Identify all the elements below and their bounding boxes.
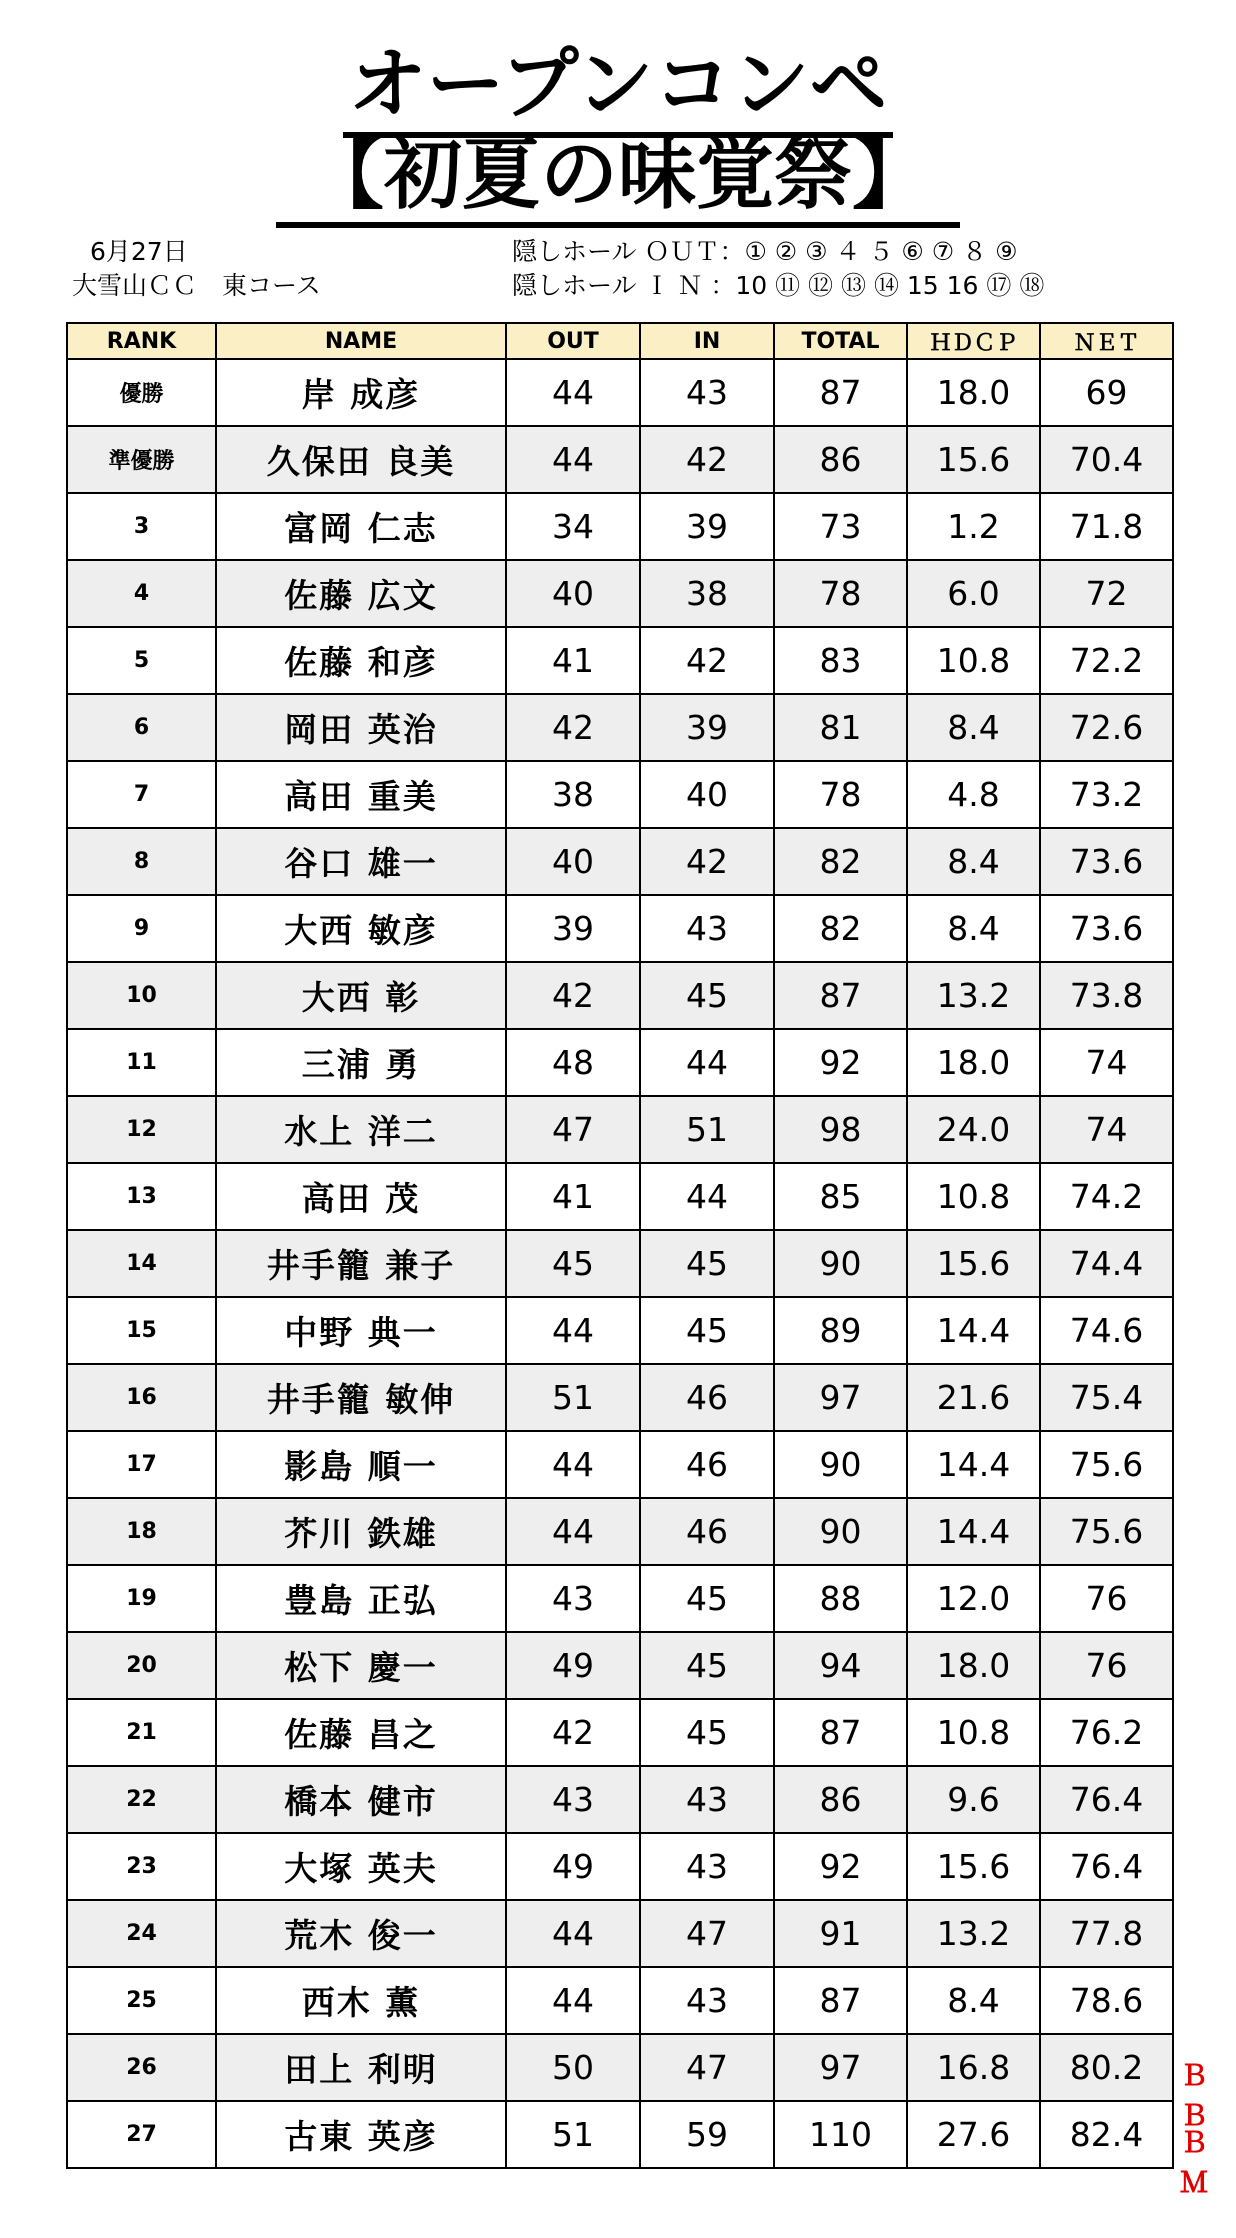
cell-net: 82.4 [1040, 2101, 1173, 2168]
cell-in: 42 [640, 627, 774, 694]
cell-hdcp: 14.4 [907, 1431, 1040, 1498]
cell-name: 中野 典一 [216, 1297, 506, 1364]
header-out: OUT [506, 323, 640, 359]
table-row [67, 1364, 1173, 1431]
mark-bm: ＢＭ [1180, 2126, 1215, 2199]
cell-hdcp: 12.0 [907, 1565, 1040, 1632]
cell-out: 45 [506, 1230, 640, 1297]
hidden-holes-in: 隠しホール Ｉ Ｎ ：10 ⑪ ⑫ ⑬ ⑭ 15 16 ⑰ ⑱ [512, 271, 1045, 300]
cell-hdcp: 9.6 [907, 1766, 1040, 1833]
cell-hdcp: 15.6 [907, 1833, 1040, 1900]
table-row [67, 828, 1173, 895]
results-table [66, 322, 1174, 2169]
cell-in: 45 [640, 1230, 774, 1297]
table-row [67, 694, 1173, 761]
cell-out: 41 [506, 1163, 640, 1230]
cell-net: 76 [1040, 1565, 1173, 1632]
cell-in: 47 [640, 1900, 774, 1967]
cell-in: 40 [640, 761, 774, 828]
cell-out: 44 [506, 1498, 640, 1565]
cell-out: 49 [506, 1632, 640, 1699]
cell-hdcp: 18.0 [907, 1632, 1040, 1699]
cell-rank: 25 [67, 1967, 216, 2034]
cell-hdcp: 13.2 [907, 1900, 1040, 1967]
cell-in: 42 [640, 828, 774, 895]
cell-hdcp: 10.8 [907, 1163, 1040, 1230]
cell-rank: 10 [67, 962, 216, 1029]
cell-in: 45 [640, 1699, 774, 1766]
cell-rank: 14 [67, 1230, 216, 1297]
cell-out: 50 [506, 2034, 640, 2101]
table-row [67, 761, 1173, 828]
header-total: TOTAL [774, 323, 907, 359]
cell-name: 大西 彰 [216, 962, 506, 1029]
cell-out: 43 [506, 1766, 640, 1833]
cell-name: 岡田 英治 [216, 694, 506, 761]
table-row [67, 493, 1173, 560]
cell-out: 38 [506, 761, 640, 828]
cell-hdcp: 24.0 [907, 1096, 1040, 1163]
cell-in: 44 [640, 1029, 774, 1096]
cell-total: 97 [774, 1364, 907, 1431]
cell-total: 92 [774, 1833, 907, 1900]
cell-net: 72 [1040, 560, 1173, 627]
cell-in: 43 [640, 1766, 774, 1833]
cell-net: 74 [1040, 1029, 1173, 1096]
cell-total: 94 [774, 1632, 907, 1699]
header-rank: RANK [67, 323, 216, 359]
table-row [67, 1230, 1173, 1297]
cell-net: 76.2 [1040, 1699, 1173, 1766]
cell-name: 井手籠 敏伸 [216, 1364, 506, 1431]
cell-total: 89 [774, 1297, 907, 1364]
cell-name: 佐藤 和彦 [216, 627, 506, 694]
table-header-row [67, 323, 1173, 359]
cell-net: 75.6 [1040, 1498, 1173, 1565]
cell-out: 44 [506, 1967, 640, 2034]
table-row [67, 2101, 1173, 2168]
cell-rank: 4 [67, 560, 216, 627]
cell-name: 古東 英彦 [216, 2101, 506, 2168]
table-row [67, 1833, 1173, 1900]
cell-hdcp: 8.4 [907, 1967, 1040, 2034]
header-net: ＮＥＴ [1040, 323, 1173, 359]
cell-total: 87 [774, 359, 907, 426]
cell-rank: 11 [67, 1029, 216, 1096]
table-row [67, 359, 1173, 426]
cell-total: 83 [774, 627, 907, 694]
cell-name: 大塚 英夫 [216, 1833, 506, 1900]
table-row [67, 627, 1173, 694]
cell-rank: 13 [67, 1163, 216, 1230]
cell-out: 44 [506, 359, 640, 426]
cell-hdcp: 15.6 [907, 426, 1040, 493]
table-row [67, 2034, 1173, 2101]
cell-total: 87 [774, 962, 907, 1029]
table-row [67, 426, 1173, 493]
cell-in: 46 [640, 1431, 774, 1498]
cell-in: 44 [640, 1163, 774, 1230]
cell-in: 43 [640, 1967, 774, 2034]
event-date: 6月27日 [90, 237, 188, 266]
cell-rank: 7 [67, 761, 216, 828]
cell-out: 51 [506, 2101, 640, 2168]
cell-in: 47 [640, 2034, 774, 2101]
cell-out: 47 [506, 1096, 640, 1163]
table-row [67, 895, 1173, 962]
cell-hdcp: 6.0 [907, 560, 1040, 627]
cell-in: 46 [640, 1498, 774, 1565]
title-line-2: 【初夏の味覚祭】 [0, 130, 1236, 228]
cell-net: 76.4 [1040, 1833, 1173, 1900]
cell-net: 75.6 [1040, 1431, 1173, 1498]
cell-net: 74.6 [1040, 1297, 1173, 1364]
cell-name: 久保田 良美 [216, 426, 506, 493]
cell-hdcp: 8.4 [907, 694, 1040, 761]
cell-out: 51 [506, 1364, 640, 1431]
cell-out: 42 [506, 1699, 640, 1766]
cell-name: 影島 順一 [216, 1431, 506, 1498]
cell-total: 81 [774, 694, 907, 761]
cell-rank: 17 [67, 1431, 216, 1498]
cell-in: 42 [640, 426, 774, 493]
cell-in: 45 [640, 1297, 774, 1364]
cell-hdcp: 8.4 [907, 895, 1040, 962]
cell-hdcp: 16.8 [907, 2034, 1040, 2101]
cell-net: 78.6 [1040, 1967, 1173, 2034]
cell-net: 80.2 [1040, 2034, 1173, 2101]
cell-net: 77.8 [1040, 1900, 1173, 1967]
cell-net: 70.4 [1040, 426, 1173, 493]
cell-net: 73.8 [1040, 962, 1173, 1029]
header-hdcp: ＨＤＣＰ [907, 323, 1040, 359]
cell-total: 90 [774, 1230, 907, 1297]
cell-rank: 3 [67, 493, 216, 560]
cell-total: 98 [774, 1096, 907, 1163]
cell-out: 44 [506, 1431, 640, 1498]
course-name: 大雪山ＣＣ 東コース [72, 271, 321, 300]
cell-net: 69 [1040, 359, 1173, 426]
cell-in: 45 [640, 1632, 774, 1699]
cell-in: 46 [640, 1364, 774, 1431]
cell-in: 43 [640, 1833, 774, 1900]
cell-rank: 5 [67, 627, 216, 694]
table-row [67, 1297, 1173, 1364]
cell-in: 43 [640, 895, 774, 962]
cell-name: 橋本 健市 [216, 1766, 506, 1833]
cell-net: 72.2 [1040, 627, 1173, 694]
cell-name: 水上 洋二 [216, 1096, 506, 1163]
cell-hdcp: 27.6 [907, 2101, 1040, 2168]
cell-in: 43 [640, 359, 774, 426]
cell-rank: 24 [67, 1900, 216, 1967]
table-row [67, 962, 1173, 1029]
cell-total: 97 [774, 2034, 907, 2101]
cell-in: 59 [640, 2101, 774, 2168]
table-row [67, 1766, 1173, 1833]
cell-out: 42 [506, 694, 640, 761]
cell-total: 82 [774, 895, 907, 962]
cell-out: 44 [506, 1900, 640, 1967]
table-row [67, 1498, 1173, 1565]
header-in: IN [640, 323, 774, 359]
cell-total: 90 [774, 1498, 907, 1565]
cell-hdcp: 14.4 [907, 1297, 1040, 1364]
cell-name: 荒木 俊一 [216, 1900, 506, 1967]
cell-total: 78 [774, 761, 907, 828]
cell-net: 73.2 [1040, 761, 1173, 828]
cell-total: 86 [774, 426, 907, 493]
table-row [67, 560, 1173, 627]
cell-net: 76.4 [1040, 1766, 1173, 1833]
cell-name: 豊島 正弘 [216, 1565, 506, 1632]
cell-net: 73.6 [1040, 895, 1173, 962]
cell-rank: 優勝 [67, 359, 216, 426]
cell-name: 岸 成彦 [216, 359, 506, 426]
cell-out: 42 [506, 962, 640, 1029]
cell-name: 高田 茂 [216, 1163, 506, 1230]
cell-net: 76 [1040, 1632, 1173, 1699]
cell-net: 74.2 [1040, 1163, 1173, 1230]
cell-out: 40 [506, 828, 640, 895]
cell-rank: 8 [67, 828, 216, 895]
hidden-holes-out: 隠しホール ＯＵＴ：① ② ③ ４ ５ ⑥ ⑦ ８ ⑨ [512, 237, 1018, 266]
cell-net: 74.4 [1040, 1230, 1173, 1297]
cell-name: 芥川 鉄雄 [216, 1498, 506, 1565]
cell-out: 40 [506, 560, 640, 627]
table-row [67, 1632, 1173, 1699]
title-line-1: オープンコンペ [0, 40, 1236, 138]
cell-total: 110 [774, 2101, 907, 2168]
cell-rank: 9 [67, 895, 216, 962]
cell-in: 51 [640, 1096, 774, 1163]
cell-total: 82 [774, 828, 907, 895]
table-row [67, 1096, 1173, 1163]
cell-rank: 15 [67, 1297, 216, 1364]
cell-total: 92 [774, 1029, 907, 1096]
cell-rank: 26 [67, 2034, 216, 2101]
cell-in: 45 [640, 1565, 774, 1632]
cell-in: 39 [640, 694, 774, 761]
cell-hdcp: 10.8 [907, 1699, 1040, 1766]
cell-rank: 20 [67, 1632, 216, 1699]
cell-hdcp: 8.4 [907, 828, 1040, 895]
table-row [67, 1699, 1173, 1766]
cell-in: 39 [640, 493, 774, 560]
cell-total: 90 [774, 1431, 907, 1498]
cell-out: 43 [506, 1565, 640, 1632]
cell-out: 44 [506, 426, 640, 493]
cell-hdcp: 18.0 [907, 1029, 1040, 1096]
cell-rank: 16 [67, 1364, 216, 1431]
cell-name: 谷口 雄一 [216, 828, 506, 895]
cell-out: 44 [506, 1297, 640, 1364]
cell-name: 大西 敏彦 [216, 895, 506, 962]
cell-hdcp: 15.6 [907, 1230, 1040, 1297]
cell-name: 佐藤 広文 [216, 560, 506, 627]
cell-net: 75.4 [1040, 1364, 1173, 1431]
mark-bb: ＢＢ [1180, 2059, 1215, 2132]
cell-total: 88 [774, 1565, 907, 1632]
cell-total: 91 [774, 1900, 907, 1967]
cell-total: 87 [774, 1967, 907, 2034]
cell-hdcp: 10.8 [907, 627, 1040, 694]
cell-name: 田上 利明 [216, 2034, 506, 2101]
cell-rank: 12 [67, 1096, 216, 1163]
cell-rank: 6 [67, 694, 216, 761]
cell-net: 73.6 [1040, 828, 1173, 895]
cell-hdcp: 18.0 [907, 359, 1040, 426]
cell-hdcp: 13.2 [907, 962, 1040, 1029]
cell-rank: 27 [67, 2101, 216, 2168]
cell-rank: 18 [67, 1498, 216, 1565]
table-row [67, 1565, 1173, 1632]
cell-rank: 19 [67, 1565, 216, 1632]
cell-total: 73 [774, 493, 907, 560]
cell-total: 78 [774, 560, 907, 627]
cell-out: 49 [506, 1833, 640, 1900]
cell-total: 87 [774, 1699, 907, 1766]
cell-hdcp: 14.4 [907, 1498, 1040, 1565]
cell-total: 86 [774, 1766, 907, 1833]
cell-out: 34 [506, 493, 640, 560]
cell-hdcp: 4.8 [907, 761, 1040, 828]
cell-net: 71.8 [1040, 493, 1173, 560]
cell-out: 39 [506, 895, 640, 962]
cell-in: 38 [640, 560, 774, 627]
cell-rank: 23 [67, 1833, 216, 1900]
cell-name: 富岡 仁志 [216, 493, 506, 560]
cell-total: 85 [774, 1163, 907, 1230]
cell-out: 48 [506, 1029, 640, 1096]
cell-rank: 22 [67, 1766, 216, 1833]
cell-rank: 21 [67, 1699, 216, 1766]
cell-net: 74 [1040, 1096, 1173, 1163]
cell-name: 佐藤 昌之 [216, 1699, 506, 1766]
cell-name: 松下 慶一 [216, 1632, 506, 1699]
table-row [67, 1163, 1173, 1230]
cell-name: 井手籠 兼子 [216, 1230, 506, 1297]
table-row [67, 1431, 1173, 1498]
cell-out: 41 [506, 627, 640, 694]
cell-rank: 準優勝 [67, 426, 216, 493]
cell-hdcp: 1.2 [907, 493, 1040, 560]
table-row [67, 1029, 1173, 1096]
cell-in: 45 [640, 962, 774, 1029]
cell-name: 西木 薫 [216, 1967, 506, 2034]
cell-name: 高田 重美 [216, 761, 506, 828]
header-name: NAME [216, 323, 506, 359]
cell-hdcp: 21.6 [907, 1364, 1040, 1431]
table-row [67, 1900, 1173, 1967]
cell-net: 72.6 [1040, 694, 1173, 761]
table-row [67, 1967, 1173, 2034]
cell-name: 三浦 勇 [216, 1029, 506, 1096]
